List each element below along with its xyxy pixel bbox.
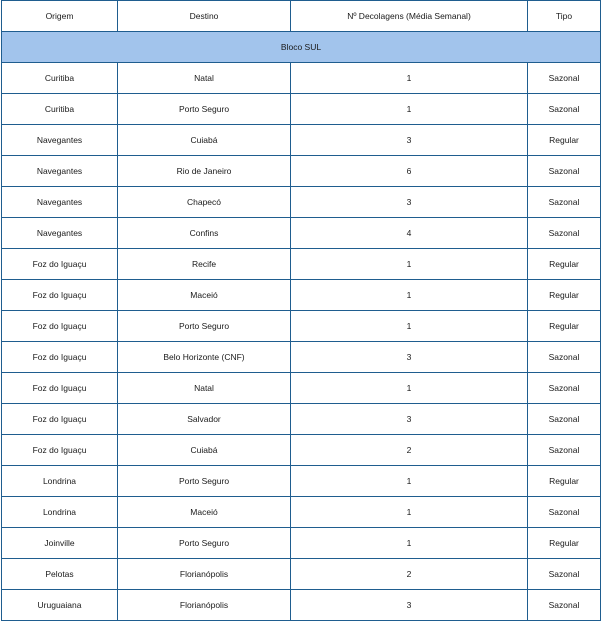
table-row [2,249,601,280]
header-decolagens: Nº Decolagens (Média Semanal) [291,1,528,32]
table-row [2,218,601,249]
cell-destino: Natal [118,63,291,94]
header-tipo: Tipo [528,1,601,32]
cell-origem: Londrina [2,497,118,528]
header-row [2,1,601,32]
table-row [2,342,601,373]
cell-tipo: Sazonal [528,187,601,218]
cell-destino: Florianópolis [118,590,291,621]
cell-decolagens: 1 [291,249,528,280]
table-row [2,497,601,528]
table-row [2,528,601,559]
cell-origem: Foz do Iguaçu [2,404,118,435]
cell-tipo: Sazonal [528,559,601,590]
cell-decolagens: 1 [291,528,528,559]
cell-destino: Confins [118,218,291,249]
cell-destino: Porto Seguro [118,311,291,342]
table-body [2,32,601,621]
cell-tipo: Regular [528,528,601,559]
cell-destino: Cuiabá [118,435,291,466]
table-row [2,63,601,94]
header-origem: Origem [2,1,118,32]
cell-decolagens: 3 [291,404,528,435]
cell-destino: Cuiabá [118,125,291,156]
cell-destino: Porto Seguro [118,528,291,559]
table-row [2,187,601,218]
table-row [2,590,601,621]
cell-destino: Porto Seguro [118,94,291,125]
table-row [2,373,601,404]
cell-tipo: Sazonal [528,435,601,466]
cell-origem: Navegantes [2,218,118,249]
table-row [2,404,601,435]
cell-origem: Curitiba [2,63,118,94]
cell-origem: Foz do Iguaçu [2,342,118,373]
cell-origem: Foz do Iguaçu [2,311,118,342]
cell-destino: Chapecó [118,187,291,218]
cell-decolagens: 3 [291,590,528,621]
cell-tipo: Regular [528,466,601,497]
table-row [2,94,601,125]
cell-origem: Uruguaiana [2,590,118,621]
table-row [2,559,601,590]
cell-origem: Navegantes [2,187,118,218]
table-row [2,435,601,466]
cell-tipo: Sazonal [528,218,601,249]
cell-decolagens: 1 [291,280,528,311]
cell-tipo: Sazonal [528,63,601,94]
cell-origem: Foz do Iguaçu [2,435,118,466]
table-row [2,280,601,311]
cell-decolagens: 1 [291,497,528,528]
cell-decolagens: 1 [291,373,528,404]
cell-tipo: Sazonal [528,404,601,435]
cell-destino: Recife [118,249,291,280]
group-row [2,32,601,63]
cell-decolagens: 1 [291,311,528,342]
cell-origem: Londrina [2,466,118,497]
cell-tipo: Regular [528,125,601,156]
cell-decolagens: 1 [291,94,528,125]
cell-origem: Navegantes [2,125,118,156]
cell-tipo: Sazonal [528,373,601,404]
cell-decolagens: 6 [291,156,528,187]
flights-table [1,0,601,621]
cell-tipo: Sazonal [528,94,601,125]
cell-destino: Florianópolis [118,559,291,590]
cell-decolagens: 1 [291,466,528,497]
cell-decolagens: 3 [291,125,528,156]
cell-tipo: Sazonal [528,156,601,187]
cell-destino: Rio de Janeiro [118,156,291,187]
cell-tipo: Sazonal [528,590,601,621]
table-row [2,125,601,156]
table-row [2,466,601,497]
cell-destino: Porto Seguro [118,466,291,497]
cell-destino: Belo Horizonte (CNF) [118,342,291,373]
cell-destino: Salvador [118,404,291,435]
cell-origem: Navegantes [2,156,118,187]
cell-tipo: Regular [528,249,601,280]
cell-destino: Maceió [118,497,291,528]
cell-decolagens: 3 [291,342,528,373]
cell-origem: Foz do Iguaçu [2,249,118,280]
cell-tipo: Sazonal [528,497,601,528]
cell-decolagens: 1 [291,63,528,94]
cell-origem: Foz do Iguaçu [2,373,118,404]
cell-tipo: Sazonal [528,342,601,373]
cell-origem: Pelotas [2,559,118,590]
cell-decolagens: 4 [291,218,528,249]
table-row [2,311,601,342]
cell-destino: Natal [118,373,291,404]
cell-origem: Joinville [2,528,118,559]
group-label: Bloco SUL [2,32,601,63]
cell-origem: Curitiba [2,94,118,125]
cell-destino: Maceió [118,280,291,311]
cell-decolagens: 2 [291,559,528,590]
cell-decolagens: 2 [291,435,528,466]
cell-tipo: Regular [528,311,601,342]
cell-decolagens: 3 [291,187,528,218]
table-row [2,156,601,187]
header-destino: Destino [118,1,291,32]
cell-tipo: Regular [528,280,601,311]
cell-origem: Foz do Iguaçu [2,280,118,311]
